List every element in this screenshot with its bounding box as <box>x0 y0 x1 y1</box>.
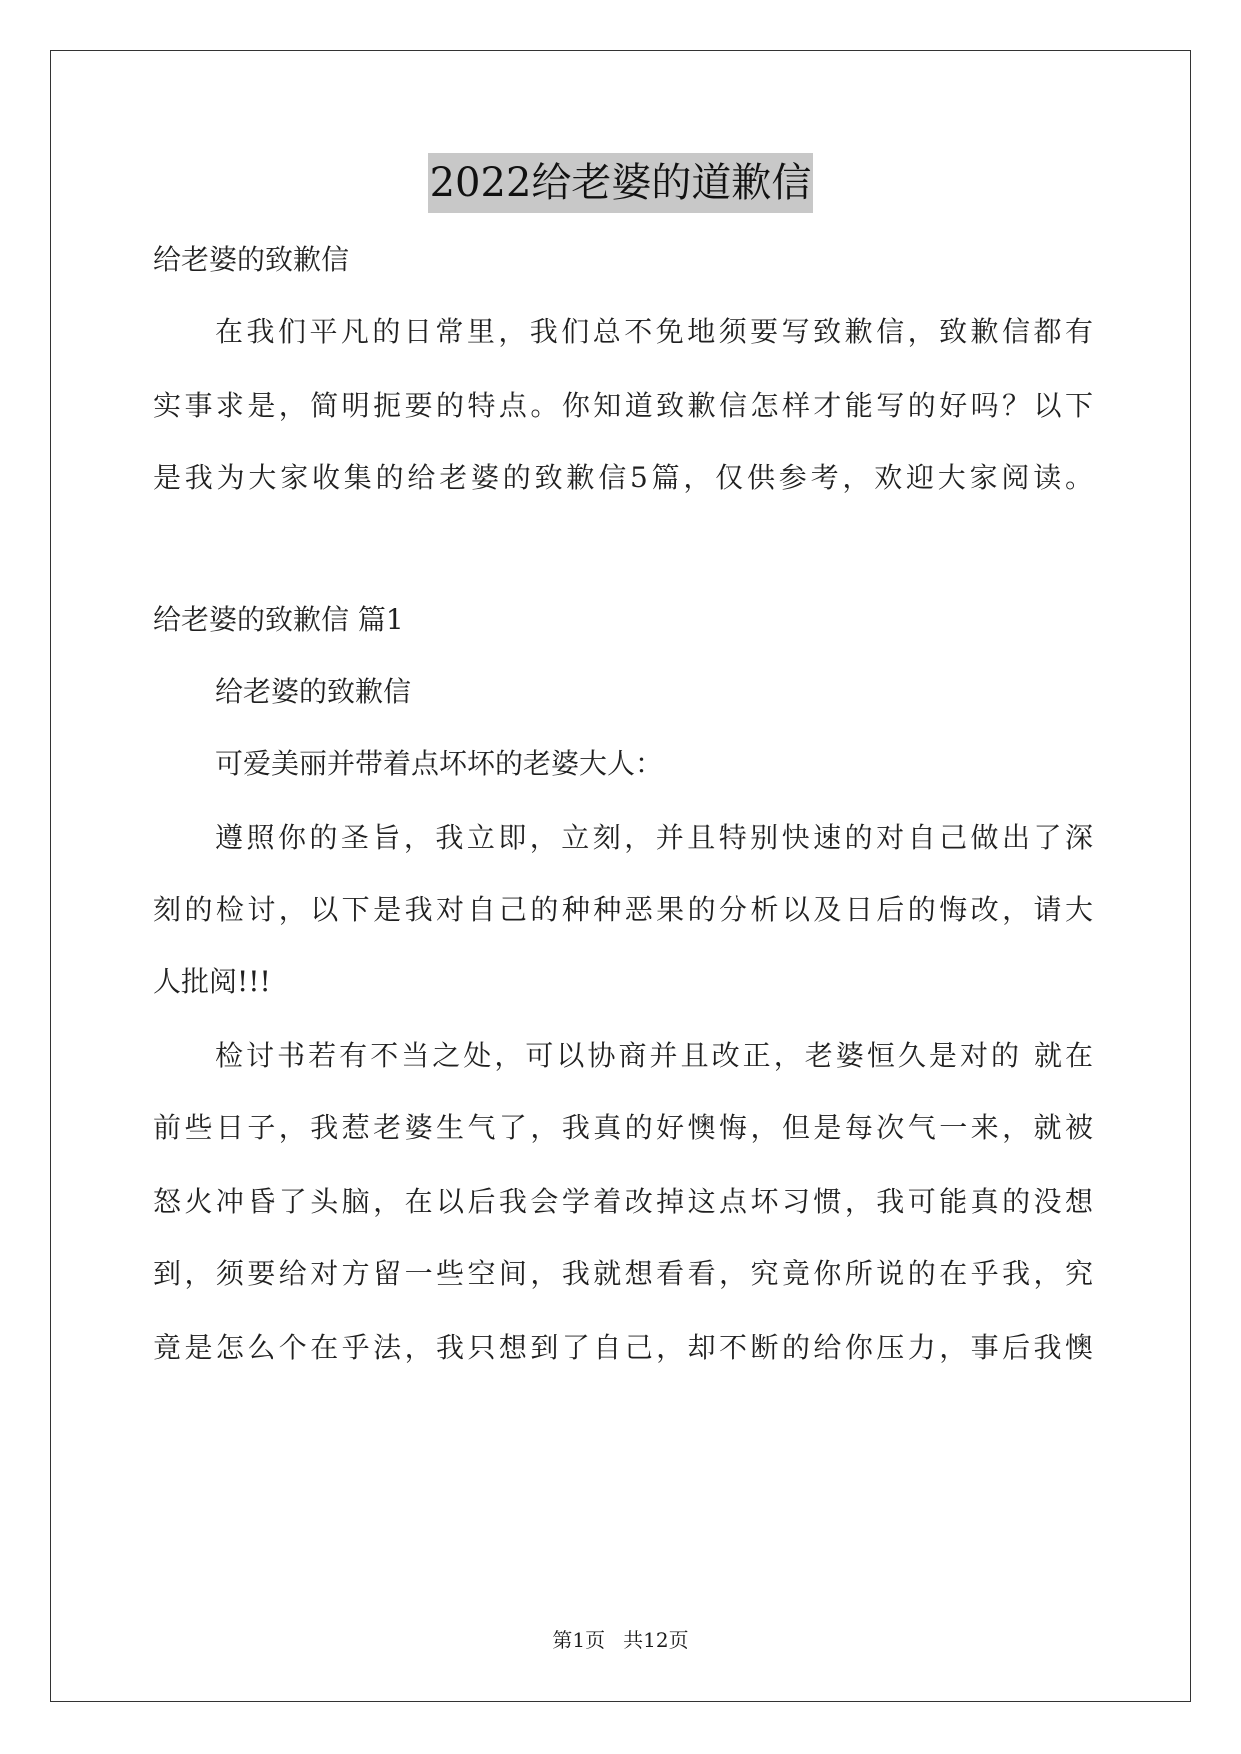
para1-line-3: 人批阅!!! <box>153 965 271 998</box>
para1-line-1: 遵照你的圣旨，我立即，立刻，并且特别快速的对自己做出了深 <box>215 821 1093 854</box>
intro-line-3: 是我为大家收集的给老婆的致歉信5篇，仅供参考，欢迎大家阅读。 <box>153 461 1093 494</box>
para1-line-2: 刻的检讨，以下是我对自己的种种恶果的分析以及日后的悔改，请大 <box>153 893 1093 926</box>
intro-line-2: 实事求是，简明扼要的特点。你知道致歉信怎样才能写的好吗？以下 <box>153 389 1093 422</box>
salutation: 可爱美丽并带着点坏坏的老婆大人： <box>215 747 664 780</box>
para2-line-1: 检讨书若有不当之处，可以协商并且改正，老婆恒久是对的 就在 <box>215 1039 1093 1072</box>
document-title: 2022给老婆的道歉信 <box>428 153 814 213</box>
page-total: 共12页 <box>623 1628 689 1652</box>
section-heading: 给老婆的致歉信 篇1 <box>153 603 404 636</box>
page-border <box>50 50 1191 1702</box>
title-container <box>0 153 1241 213</box>
page-number: 第1页 <box>552 1628 606 1652</box>
intro-line-1: 在我们平凡的日常里，我们总不免地须要写致歉信，致歉信都有 <box>215 315 1093 348</box>
letter-title: 给老婆的致歉信 <box>215 675 412 708</box>
para2-line-4: 到，须要给对方留一些空间，我就想看看，究竟你所说的在乎我，究 <box>153 1257 1093 1290</box>
subtitle: 给老婆的致歉信 <box>153 243 350 276</box>
para2-line-5: 竟是怎么个在乎法，我只想到了自己，却不断的给你压力，事后我懊 <box>153 1331 1093 1364</box>
para2-line-2: 前些日子，我惹老婆生气了，我真的好懊悔，但是每次气一来，就被 <box>153 1111 1093 1144</box>
page-footer <box>0 1626 1241 1654</box>
para2-line-3: 怒火冲昏了头脑，在以后我会学着改掉这点坏习惯，我可能真的没想 <box>153 1185 1093 1218</box>
